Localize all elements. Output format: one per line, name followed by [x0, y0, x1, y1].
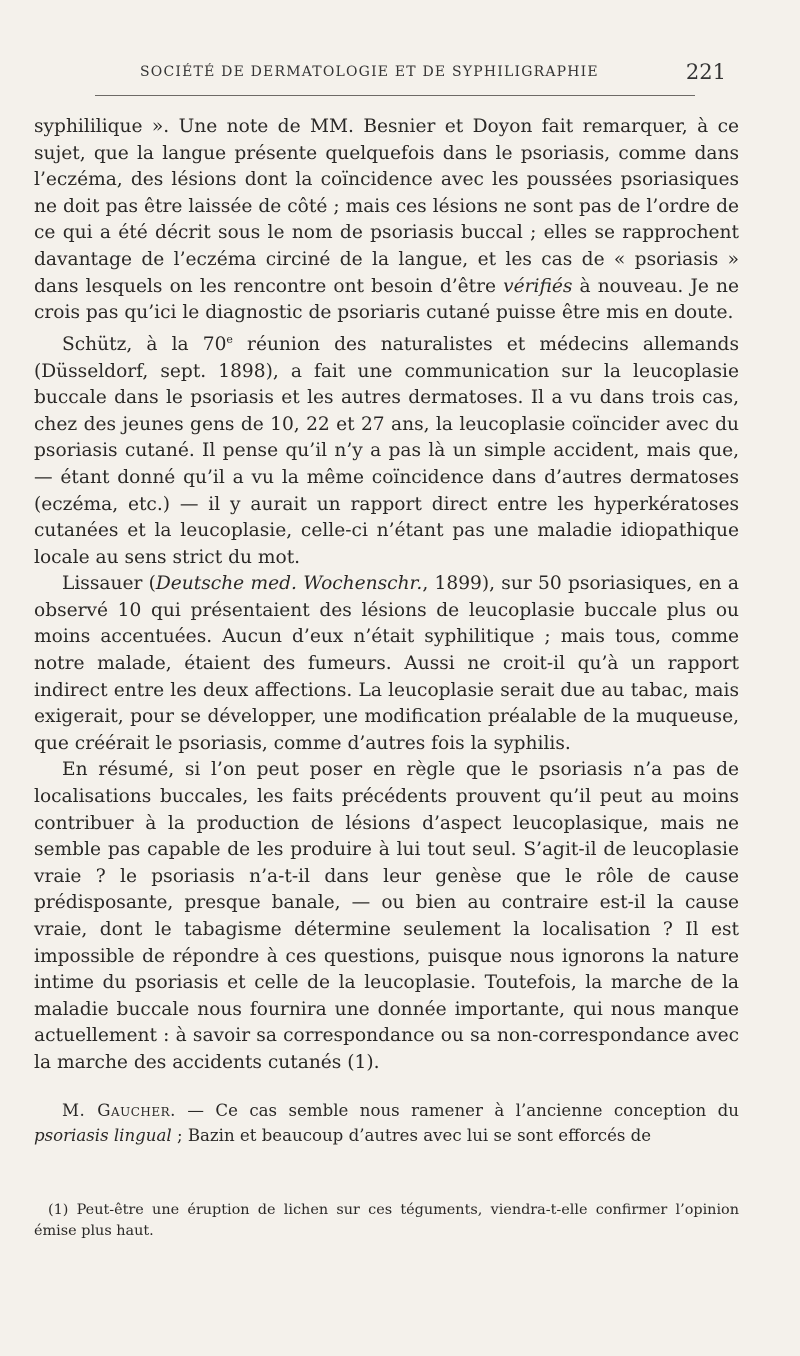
paragraph-text: ; Bazin et beaucoup d’autres avec lui se sont efforcés de [171, 1125, 652, 1145]
paragraph-lissauer [34, 571, 739, 757]
body-text [34, 114, 739, 1148]
paragraph-text: Schütz, à la 70 [62, 333, 227, 355]
superscript: e [226, 332, 233, 346]
header-rule [95, 95, 695, 96]
paragraph-text: — Ce cas semble nous ramener à l’ancienne conception du [175, 1100, 739, 1120]
paragraph-text: En résumé, si l’on peut poser en règle que le psoriasis n’a pas de localisations buccales, les faits précédents prouvent qu’il peut au moins contribuer à la production de lésions d’aspect leucoplasique, mais ne semble pas capable de les produire à lui tout seul. S’agit-il de leucoplasie vraie ? le psoriasis n’a-t-il dans leur genèse que le rôle de cause prédisposante, presque banale, — ou bien au contraire est-il la cause vraie, dont le tabagisme détermine seulement la localisation ? Il est impossible de répondre à ces questions, puisque nous ignorons la nature intime du psoriasis et celle de la leucoplasie. Toutefois, la marche de la maladie buccale nous fournira une donnée importante, qui nous manque actuellement : à savoir sa correspondance ou sa non-correspondance avec la marche des accidents cutanés (1). [34, 759, 739, 1073]
page-number: 221 [685, 60, 726, 84]
footnote-text: (1) Peut-être une éruption de lichen sur ces téguments, viendra-t-elle confirmer l’opinion émise plus haut. [34, 1202, 739, 1239]
speaker-name: M. Gaucher. [62, 1100, 176, 1120]
paragraph-resume [34, 757, 739, 1076]
paragraph-schutz [34, 327, 739, 572]
paragraph-text: , 1899), sur 50 psoriasiques, en a observé 10 qui présentaient des lésions de leucoplasie buccale plus ou moins accentuées. Aucun d’eux n’était syphilitique ; mais tous, comme notre malade, étaient des fumeurs. Aussi ne croit-il qu’à un rapport indirect entre les deux affections. La leucoplasie serait due au tabac, mais exigerait, pour se développer, une modification préalable de la muqueuse, que créérait le psoriasis, comme d’autres fois la syphilis. [34, 573, 739, 754]
running-title: SOCIÉTÉ DE DERMATOLOGIE ET DE SYPHILIGRAPHIE [140, 64, 599, 80]
italic-text: vérifiés [503, 275, 573, 297]
running-head [40, 60, 760, 86]
paragraph-text: réunion des naturalistes et médecins allemands (Düsseldorf, sept. 1898), a fait une communication sur la leucoplasie buccale dans le psoriasis et les autres dermatoses. Il a vu dans trois cas, chez des jeunes gens de 10, 22 et 27 ans, la leucoplasie coïncider avec du psoriasis cutané. Il pense qu’il n’y a pas là un simple accident, mais que,— étant donné qu’il a vu la même coïncidence dans d’autres dermatoses (eczéma, etc.) — il y aurait un rapport direct entre les hyperkératoses cutanées et la leucoplasie, celle-ci n’étant pas une maladie idiopathique locale au sens strict du mot. [34, 333, 739, 568]
paragraph-continuation [34, 114, 739, 327]
italic-text: psoriasis lingual [34, 1125, 172, 1145]
paragraph-text: à nouveau. Je ne crois pas qu’ici le diagnostic de psoriaris cutané puisse être mis en doute. [34, 275, 739, 324]
paragraph-gaucher [34, 1098, 739, 1148]
footnote [34, 1200, 739, 1242]
paragraph-text: Lissauer ( [62, 573, 156, 595]
paragraph-text: syphililique ». Une note de MM. Besnier et Doyon fait remarquer, à ce sujet, que la langue présente quelquefois dans le psoriasis, comme dans l’eczéma, des lésions dont la coïncidence avec les poussées psoriasiques ne doit pas être laissée de côté ; mais ces lésions ne sont pas de l’ordre de ce qui a été décrit sous le nom de psoriasis buccal ; elles se rapprochent davantage de l’eczéma circiné de la langue, et les cas de « psoriasis » dans lesquels on les rencontre ont besoin d’être [34, 116, 739, 297]
italic-text: Deutsche med. Wochenschr. [155, 573, 423, 595]
